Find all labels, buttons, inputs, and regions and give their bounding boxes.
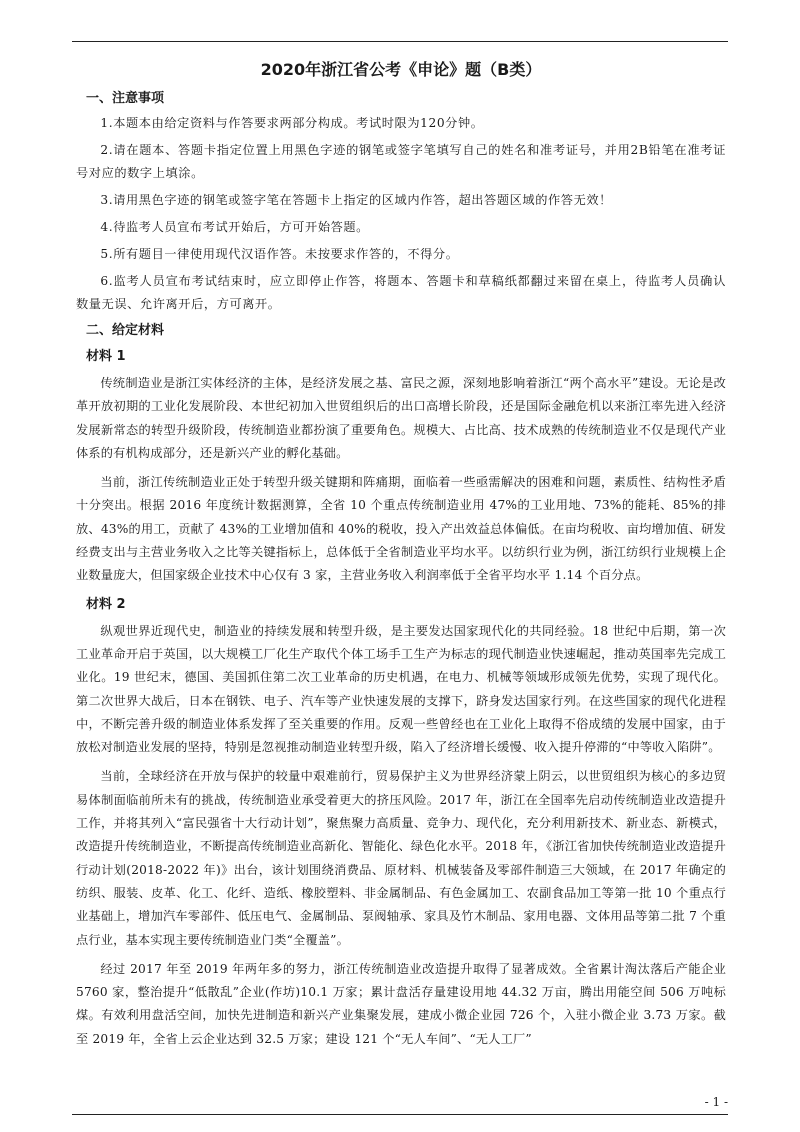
page-number: - 1 - bbox=[704, 1095, 728, 1109]
notice-item: 3.请用黑色字迹的钢笔或签字笔在答题卡上指定的区域内作答，超出答题区域的作答无效！ bbox=[100, 193, 612, 207]
section-heading-materials: 二、给定材料 bbox=[86, 323, 165, 338]
material-2-heading: 材料 2 bbox=[86, 596, 126, 612]
notice-item: 1.本题本由给定资料与作答要求两部分构成。考试时限为120分钟。 bbox=[100, 116, 484, 130]
notice-item: 5.所有题目一律使用现代汉语作答。未按要求作答的，不得分。 bbox=[100, 247, 459, 261]
section-heading-notes: 一、注意事项 bbox=[86, 91, 165, 106]
bottom-rule bbox=[72, 1114, 728, 1115]
document-content bbox=[76, 58, 726, 1057]
material-1-heading: 材料 1 bbox=[86, 349, 126, 364]
top-rule bbox=[72, 41, 728, 42]
material-2-paragraph: 当前，全球经济在开放与保护的较量中艰难前行，贸易保护主义为世界经济蒙上阴云，以世贸组织为核心的多边贸易体制面临前所未有的挑战，传统制造业承受着更大的挤压风险。2017 年，浙江在全国率先启动传统制造业改造提升工作，并将其列入“富民强省十大行动计划”，聚焦聚力高质量、竞争力、现代化，充分利用新技术、新业态、新模式，改造提升传统制造业，不断提高传统制造业高新化、智能化、绿色化水平。2018 年，《浙江省加快传统制造业改造提升行动计划(2018-2022 年)》出台，该计划围绕消费品、原材料、机械装备及零部件制造三大领域，在 2017 年确定的纺织、服装、皮革、化工、化纤、造纸、橡胶塑料、非金属制品、有色金属加工、农副食品加工等第一批 10 个重点行业基础上，增加汽车零部件、低压电气、金属制品、泵阀轴承、家具及竹木制品、家用电器、文体用品等第二批 7 个重点行业，基本实现主要传统制造业门类“全覆盖”。 bbox=[76, 769, 726, 947]
material-1-paragraph: 当前，浙江传统制造业正处于转型升级关键期和阵痛期，面临着一些亟需解决的困难和问题，素质性、结构性矛盾十分突出。根据 2016 年度统计数据测算，全省 10 个重点传统制造业用 47%的工业用地、73%的能耗、85%的排放、43%的用工，贡献了 43%的工业增加值和 40%的税收，投入产出效益总体偏低。在亩均税收、亩均增加值、研发经费支出与主营业务收入之比等关键指标上，总体低于全省制造业平均水平。以纺织行业为例，浙江纺织行业规模上企业数量庞大，但国家级企业技术中心仅有 3 家，主营业务收入利润率低于全省平均水平 1.14 个百分点。 bbox=[76, 475, 726, 583]
material-2-paragraph: 经过 2017 年至 2019 年两年多的努力，浙江传统制造业改造提升取得了显著成效。全省累计淘汰落后产能企业 5760 家，整治提升“低散乱”企业(作坊)10.1 万家；累计盘活存量建设用地 44.32 万亩，腾出用能空间 506 万吨标煤。有效利用盘活空间，加快先进制造和新兴产业集聚发展，建成小微企业园 726 个，入驻小微企业 3.73 万家。截至 2019 年，全省上云企业达到 32.5 万家；建设 121 个“无人车间”、“无人工厂” bbox=[76, 961, 726, 1046]
notice-item: 2.请在题本、答题卡指定位置上用黑色字迹的钢笔或签字笔填写自己的姓名和准考证号，并用2B铅笔在准考证号对应的数字上填涂。 bbox=[76, 143, 726, 180]
material-1-paragraph: 传统制造业是浙江实体经济的主体，是经济发展之基、富民之源，深刻地影响着浙江“两个高水平”建设。无论是改革开放初期的工业化发展阶段、本世纪初加入世贸组织后的出口高增长阶段，还是国际金融危机以来浙江率先进入经济发展新常态的转型升级阶段，传统制造业都扮演了重要角色。规模大、占比高、技术成熟的传统制造业不仅是现代产业体系的有机构成部分，还是新兴产业的孵化基础。 bbox=[76, 376, 726, 460]
material-2-paragraph: 纵观世界近现代史，制造业的持续发展和转型升级，是主要发达国家现代化的共同经验。18 世纪中后期，第一次工业革命开启于英国，以大规模工厂化生产取代个体工场手工生产为标志的现代制造业快速崛起，推动英国率先完成工业化。19 世纪末，德国、美国抓住第二次工业革命的历史机遇，在电力、机械等领域形成领先优势，实现了现代化。第二次世界大战后，日本在钢铁、电子、汽车等产业快速发展的支撑下，跻身发达国家行列。在这些国家的现代化进程中，不断完善升级的制造业体系发挥了至关重要的作用。反观一些曾经也在工业化上取得不俗成绩的发展中国家，由于放松对制造业发展的坚持，特别是忽视推动制造业转型升级，陷入了经济增长缓慢、收入提升停滞的“中等收入陷阱”。 bbox=[76, 623, 726, 755]
document-title: 2020年浙江省公考《申论》题（B类） bbox=[260, 60, 542, 79]
notice-item: 6.监考人员宣布考试结束时，应立即停止作答，将题本、答题卡和草稿纸都翻过来留在桌上，待监考人员确认数量无误、允许离开后，方可离开。 bbox=[76, 274, 726, 311]
notice-item: 4.待监考人员宣布考试开始后，方可开始答题。 bbox=[100, 220, 369, 234]
